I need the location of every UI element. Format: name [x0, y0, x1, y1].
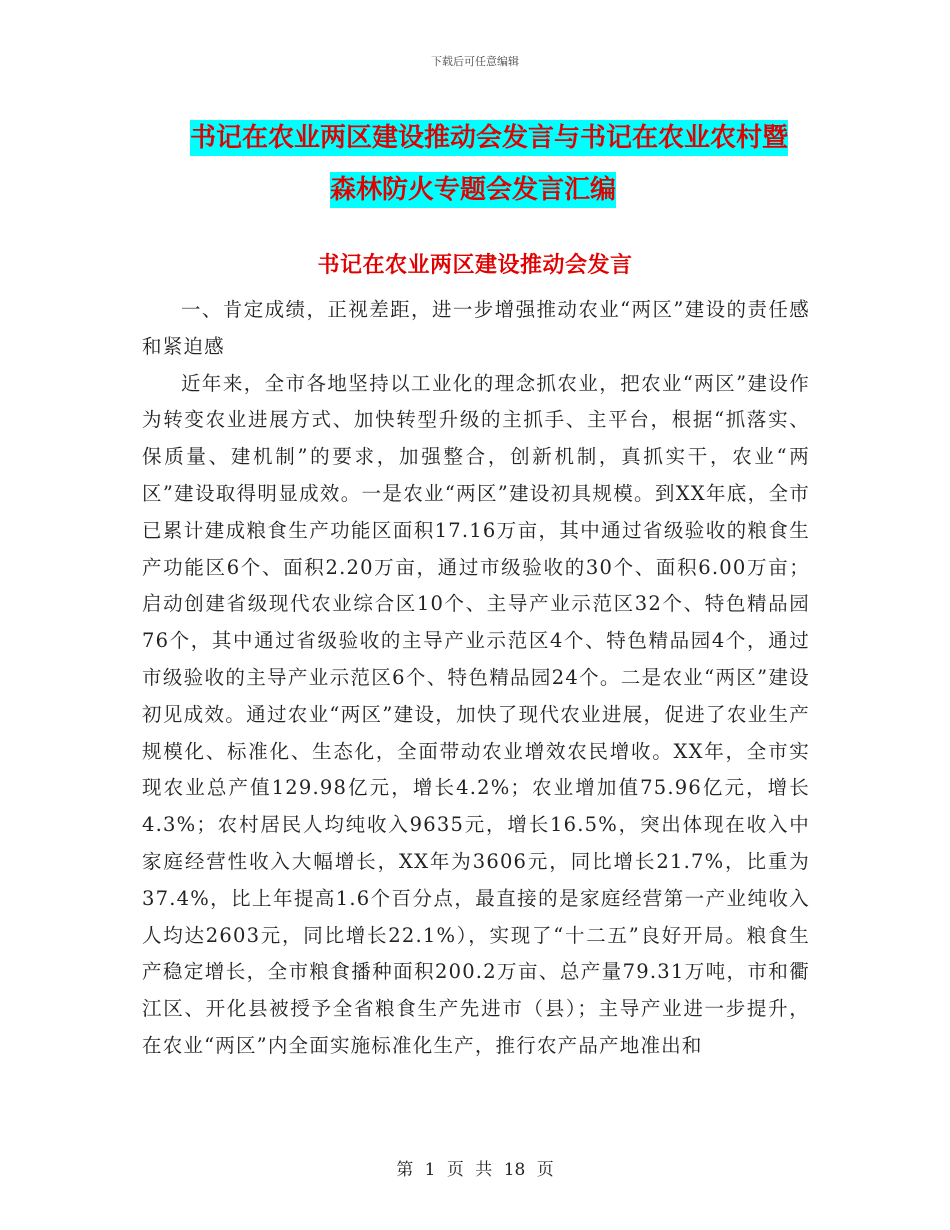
body-paragraph: 近年来，全市各地坚持以工业化的理念抓农业，把农业“两区”建设作为转变农业进展方式、加快转型升级的主抓手、主平台，根据“抓落实、保质量、建机制”的要求，加强整合，创新机制，真抓实干，农业“两区”建设取得明显成效。一是农业“两区”建设初具规模。到XX年底，全市已累计建成粮食生产功能区面积17.16万亩，其中通过省级验收的粮食生产功能区6个、面积2.20万亩，通过市级验收的30个、面积6.00万亩；启动创建省级现代农业综合区10个、主导产业示范区32个、特色精品园76个，其中通过省级验收的主导产业示范区4个、特色精品园4个，通过市级验收的主导产业示范区6个、特色精品园24个。二是农业“两区”建设初见成效。通过农业“两区”建设，加快了现代农业进展，促进了农业生产规模化、标准化、生态化，全面带动农业增效农民增收。XX年，全市实现农业总产值129.98亿元，增长4.2%；农业增加值75.96亿元，增长4.3%；农村居民人均纯收入9635元，增长16.5%，突出体现在收入中家庭经营性收入大幅增长，XX年为3606元，同比增长21.7%，比重为37.4%，比上年提高1.6个百分点，最直接的是家庭经营第一产业纯收入人均达2603元，同比增长22.1%），实现了“十二五”良好开局。粮食生产稳定增长，全市粮食播种面积200.2万亩、总产量79.31万吨，市和衢江区、开化县被授予全省粮食生产先进市（县）；主导产业进一步提升，在农业“两区”内全面实施标准化生产，推行农产品产地准出和: [142, 371, 810, 1057]
page-footer: 第 1 页 共 18 页: [396, 1160, 554, 1180]
section-title: 书记在农业两区建设推动会发言: [317, 253, 633, 278]
body-text: [142, 292, 810, 1065]
main-title: [190, 112, 810, 216]
heading-paragraph: 一、肯定成绩，正视差距，进一步增强推动农业“两区”建设的责任感和紧迫感: [142, 298, 810, 358]
main-title-line2: 森林防火专题会发言汇编: [330, 172, 616, 208]
main-title-line1: 书记在农业两区建设推动会发言与书记在农业农村暨: [190, 120, 788, 156]
header-note: 下载后可任意编辑: [431, 55, 519, 68]
